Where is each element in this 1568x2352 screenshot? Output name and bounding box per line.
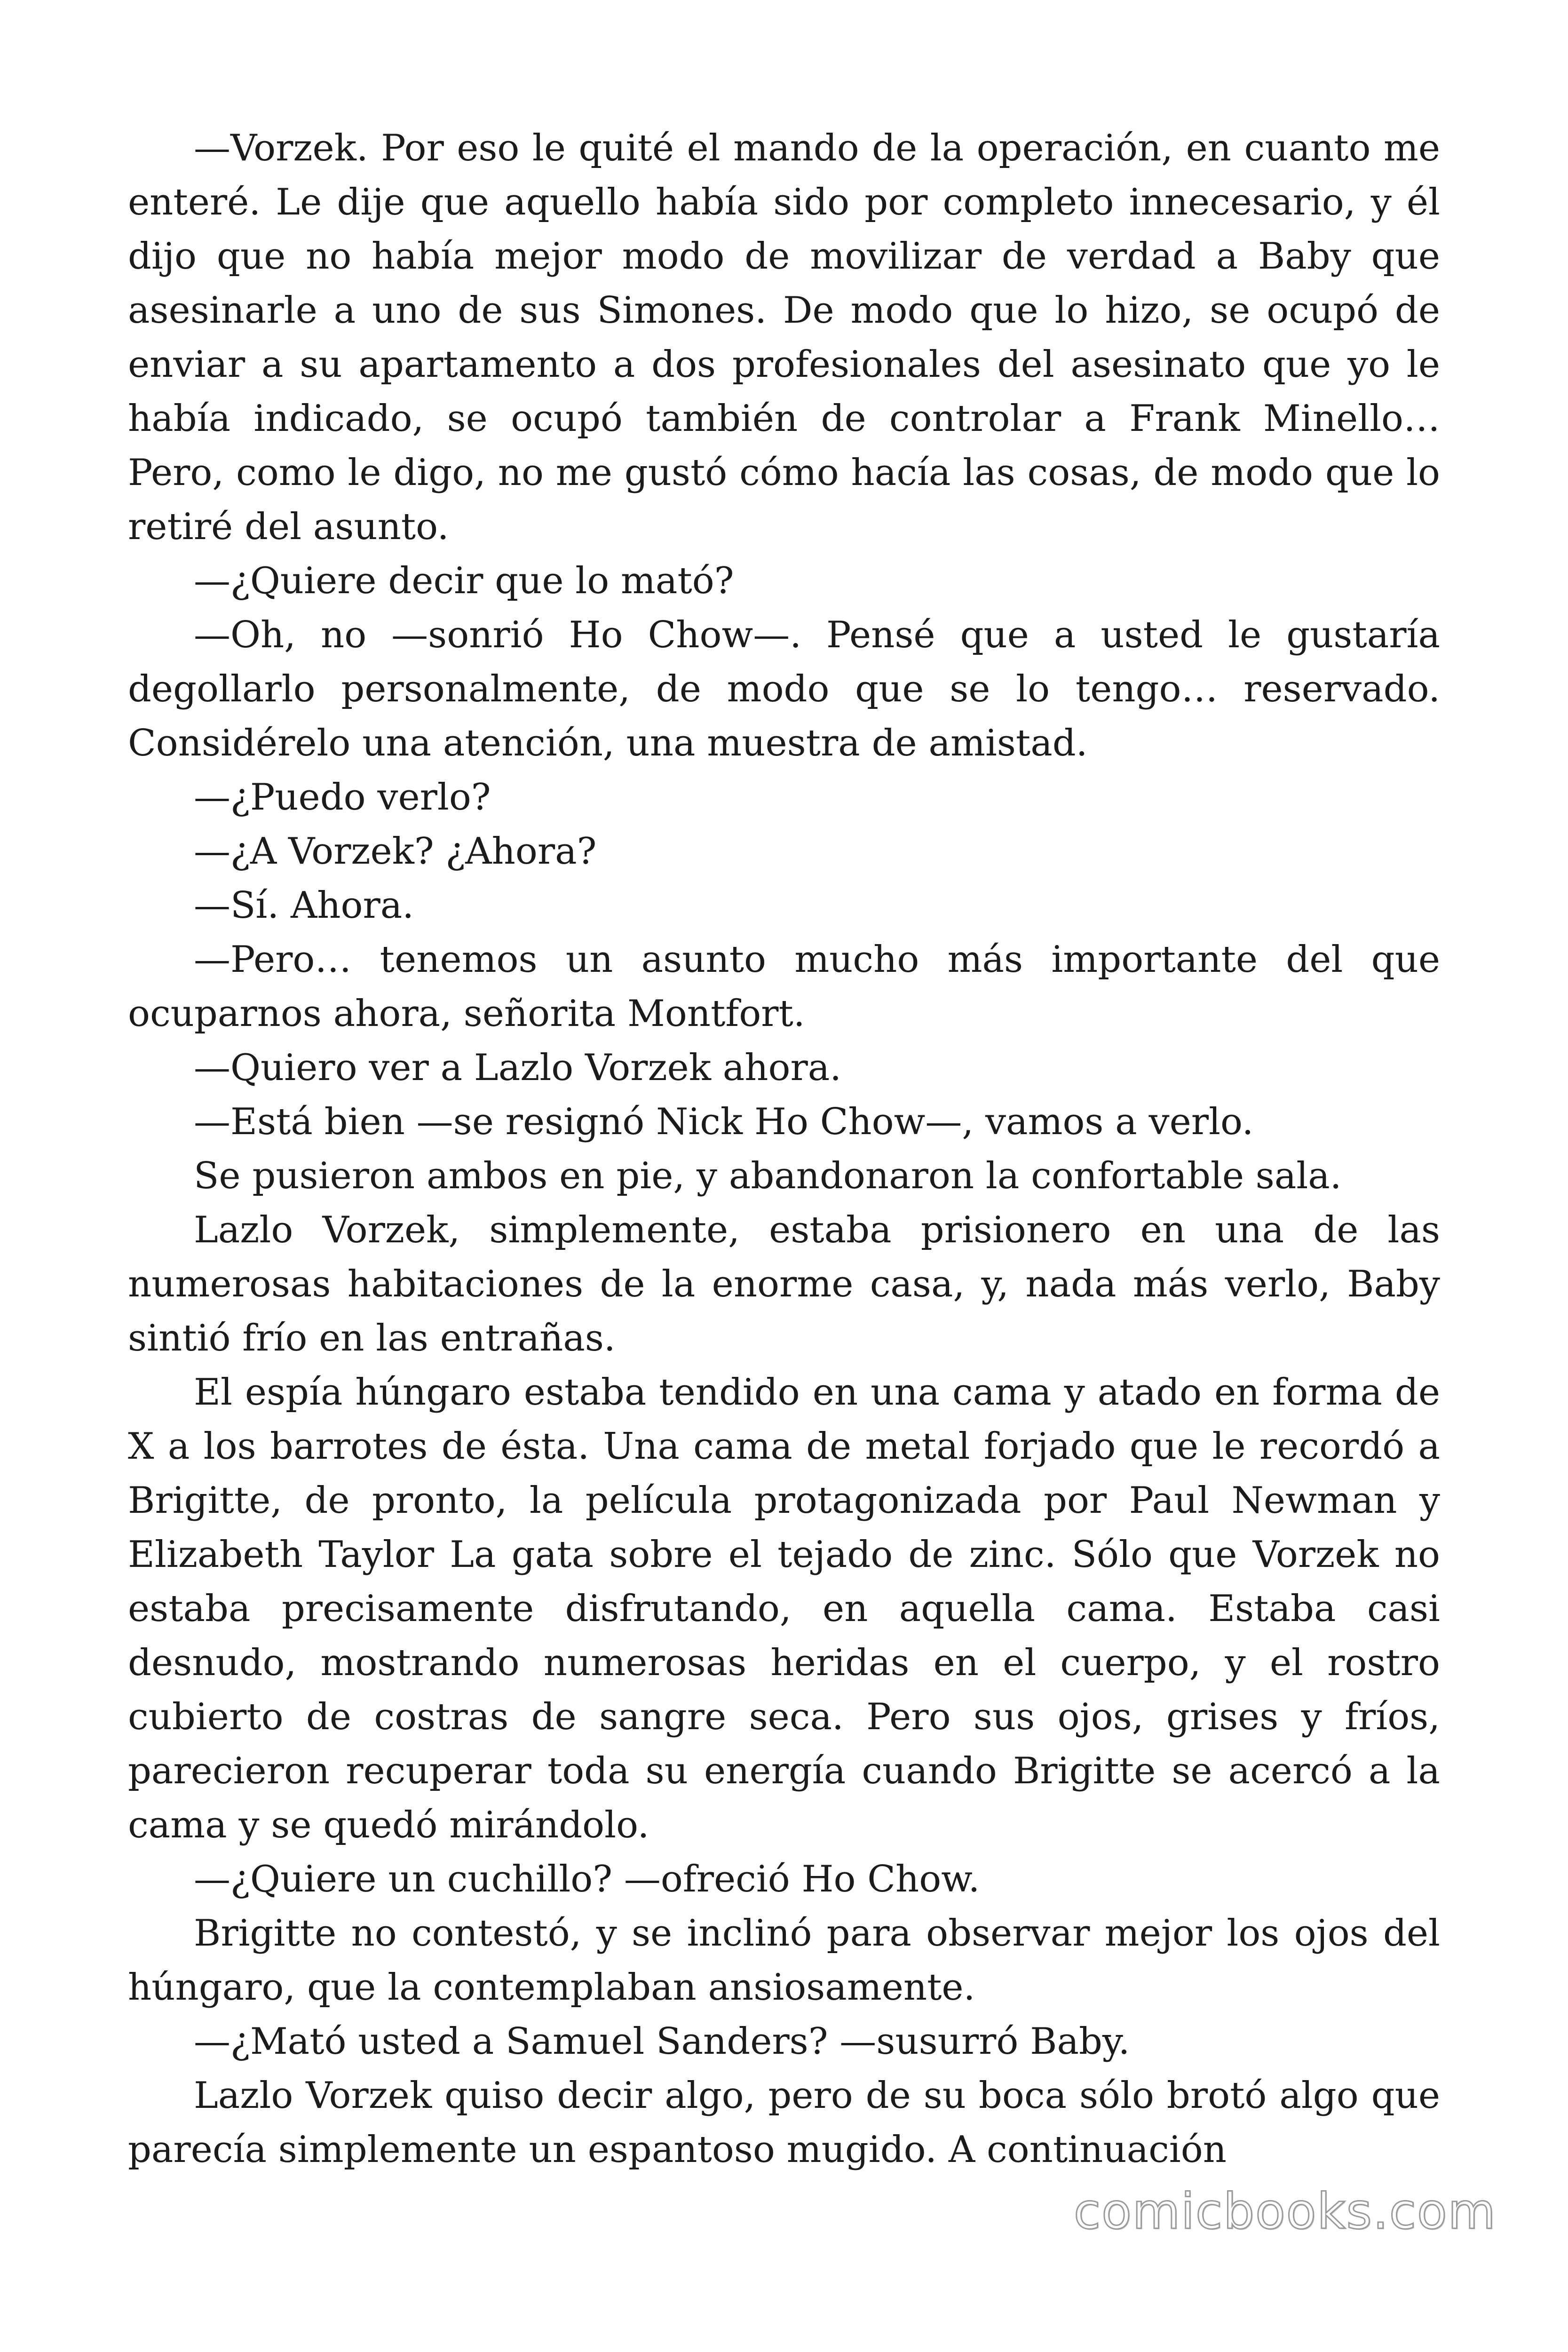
- paragraph: —¿Mató usted a Samuel Sanders? —susurró Baby.: [194, 2020, 1130, 2063]
- paragraph: —Está bien —se resignó Nick Ho Chow—, vamos a verlo.: [194, 1101, 1254, 1143]
- paragraph: —Sí. Ahora.: [194, 884, 414, 927]
- paragraph: —Oh, no —sonrió Ho Chow—. Pensé que a usted le gustaría degollarlo personalmente, de modo que se lo tengo… reservado. Considérelo una atención, una muestra de amistad.: [128, 614, 1440, 764]
- paragraph: Lazlo Vorzek quiso decir algo, pero de su boca sólo brotó algo que parecía simplemente un espantoso mugido. A continuación: [128, 2074, 1440, 2171]
- paragraph: —¿Quiere decir que lo mató?: [194, 560, 734, 602]
- paragraph: —Quiero ver a Lazlo Vorzek ahora.: [194, 1047, 842, 1089]
- paragraph: —¿Puedo verlo?: [194, 776, 491, 818]
- paragraph: —Vorzek. Por eso le quité el mando de la operación, en cuanto me enteré. Le dije que aquello había sido por completo innecesario, y él dijo que no había mejor modo de movilizar de verdad a Baby que asesinarle a uno de sus Simones. De modo que lo hizo, se ocupó de enviar a su apartamento a dos profesionales del asesinato que yo le había indicado, se ocupó también de controlar a Frank Minello… Pero, como le digo, no me gustó cómo hacía las cosas, de modo que lo retiré del asunto.: [128, 127, 1440, 548]
- page-text: [128, 121, 1440, 2177]
- paragraph: —¿Quiere un cuchillo? —ofreció Ho Chow.: [194, 1858, 980, 1900]
- watermark: comicbooks.com: [1073, 2183, 1497, 2240]
- paragraph: Brigitte no contestó, y se inclinó para observar mejor los ojos del húngaro, que la contemplaban ansiosamente.: [128, 1912, 1440, 2009]
- paragraph: —¿A Vorzek? ¿Ahora?: [194, 830, 597, 873]
- paragraph: El espía húngaro estaba tendido en una cama y atado en forma de X a los barrotes de ésta. Una cama de metal forjado que le recordó a Brigitte, de pronto, la película protagonizada por Paul Newman y Elizabeth Taylor La gata sobre el tejado de zinc. Sólo que Vorzek no estaba precisamente disfrutando, en aquella cama. Estaba casi desnudo, mostrando numerosas heridas en el cuerpo, y el rostro cubierto de costras de sangre seca. Pero sus ojos, grises y fríos, parecieron recuperar toda su energía cuando Brigitte se acercó a la cama y se quedó mirándolo.: [128, 1371, 1440, 1846]
- paragraph: Se pusieron ambos en pie, y abandonaron la confortable sala.: [194, 1155, 1342, 1197]
- paragraph: Lazlo Vorzek, simplemente, estaba prisionero en una de las numerosas habitaciones de la enorme casa, y, nada más verlo, Baby sintió frío en las entrañas.: [128, 1209, 1440, 1359]
- paragraph: —Pero… tenemos un asunto mucho más importante del que ocuparnos ahora, señorita Montfort.: [128, 938, 1440, 1035]
